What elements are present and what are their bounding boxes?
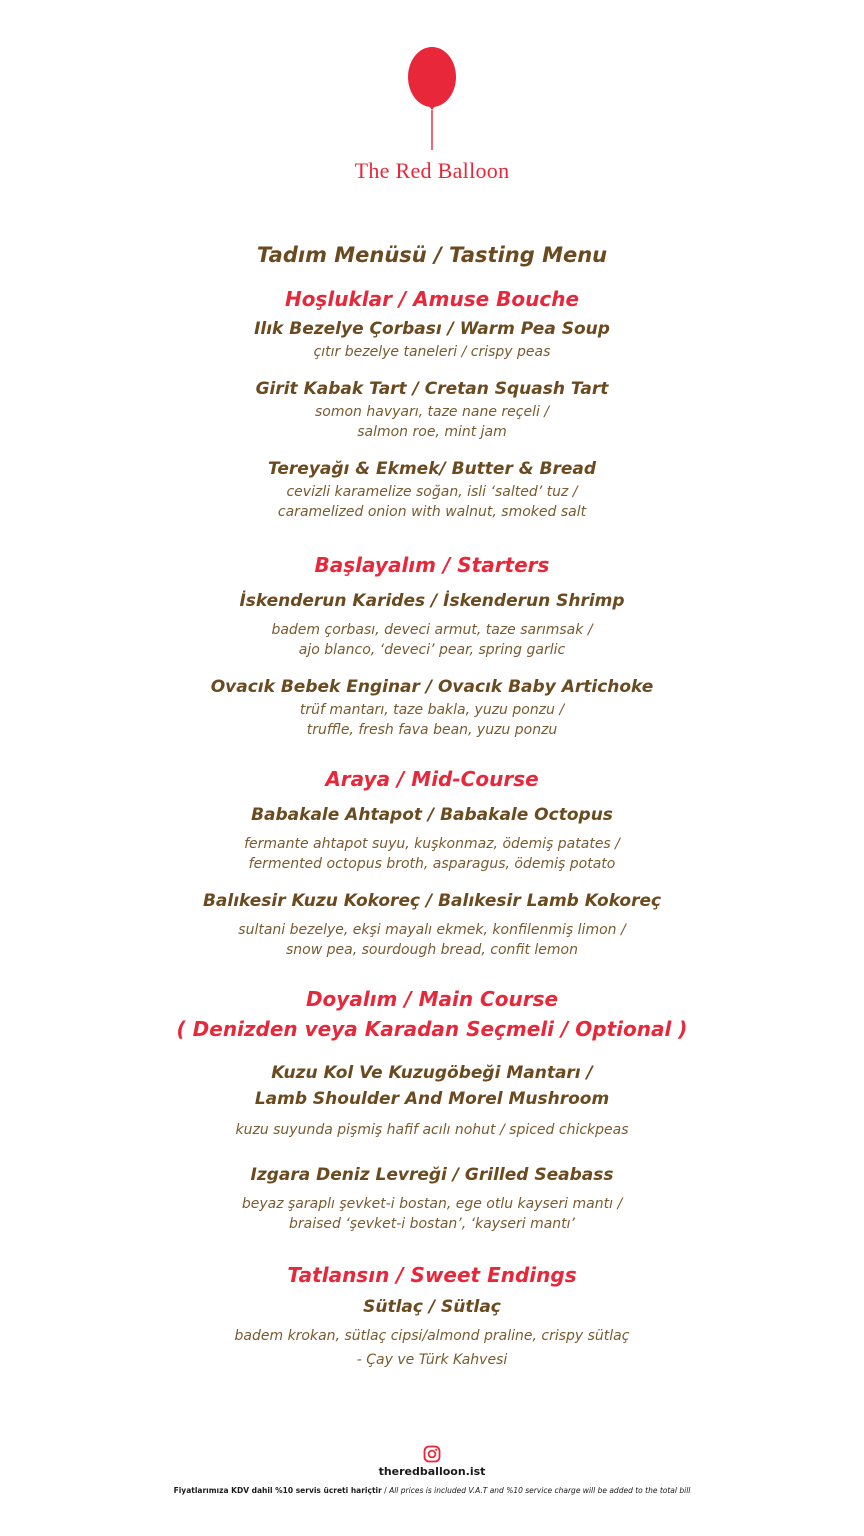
instagram-icon[interactable] xyxy=(423,1445,441,1463)
disclaimer-english: All prices is included V.A.T and %10 service charge will be added to the total bill xyxy=(389,1486,691,1495)
dish-description: - Çay ve Türk Kahvesi xyxy=(356,1352,508,1368)
dish-description: truffle, fresh fava bean, yuzu ponzu xyxy=(306,722,558,738)
logo xyxy=(0,44,864,184)
menu-title: Tadım Menüsü / Tasting Menu xyxy=(256,243,608,267)
dish-description: fermented octopus broth, asparagus, ödemiş potato xyxy=(248,856,616,872)
section-title: Doyalım / Main Course xyxy=(305,987,559,1011)
dish-name-english: Lamb Shoulder And Morel Mushroom xyxy=(254,1089,610,1109)
dish-item xyxy=(0,588,864,660)
dish-name: Ovacık Bebek Enginar / Ovacık Baby Artichoke xyxy=(210,677,654,697)
dish-name: Kuzu Kol Ve Kuzugöbeği Mantarı / xyxy=(271,1063,593,1083)
dish-name: Girit Kabak Tart / Cretan Squash Tart xyxy=(255,379,609,399)
section-mid-course xyxy=(0,764,864,960)
dish-item xyxy=(0,802,864,874)
dish-name: Sütlaç / Sütlaç xyxy=(363,1297,501,1317)
section-subtitle: ( Denizden veya Karadan Seçmeli / Optional ) xyxy=(176,1017,688,1041)
price-disclaimer xyxy=(0,1486,864,1495)
section-amuse-bouche xyxy=(0,284,864,522)
section-title: Araya / Mid-Course xyxy=(325,767,539,791)
dish-description: cevizli karamelize soğan, isli ‘salted’ tuz / xyxy=(286,484,578,500)
dish-description: beyaz şaraplı şevket-i bostan, ege otlu kayseri mantı / xyxy=(241,1196,623,1212)
dish-name: Babakale Ahtapot / Babakale Octopus xyxy=(251,805,613,825)
dish-description: braised ‘şevket-i bostan’, ‘kayseri mantı’ xyxy=(289,1216,575,1232)
dish-description: badem krokan, sütlaç cipsi/almond praline, crispy sütlaç xyxy=(234,1328,630,1344)
section-title: Hoşluklar / Amuse Bouche xyxy=(284,287,580,311)
dish-description: kuzu suyunda pişmiş hafif acılı nohut / spiced chickpeas xyxy=(235,1122,629,1138)
dish-item xyxy=(0,456,864,522)
dish-name: Izgara Deniz Levreği / Grilled Seabass xyxy=(250,1165,614,1185)
dish-description: fermante ahtapot suyu, kuşkonmaz, ödemiş patates / xyxy=(244,836,620,852)
section-title: Tatlansın / Sweet Endings xyxy=(287,1263,577,1287)
dish-description: ajo blanco, ‘deveci’ pear, spring garlic xyxy=(298,642,566,658)
dish-description: somon havyarı, taze nane reçeli / xyxy=(314,404,550,420)
dish-name: Ilık Bezelye Çorbası / Warm Pea Soup xyxy=(254,319,610,339)
dish-description: trüf mantarı, taze bakla, yuzu ponzu / xyxy=(299,702,565,718)
dish-description: badem çorbası, deveci armut, taze sarımsak / xyxy=(271,622,593,638)
dish-item xyxy=(0,1162,864,1234)
section-sweet-endings xyxy=(0,1260,864,1370)
tasting-menu xyxy=(0,238,864,1370)
dish-item xyxy=(0,888,864,960)
dish-name: İskenderun Karides / İskenderun Shrimp xyxy=(239,591,625,611)
section-starters xyxy=(0,550,864,740)
brand-name: The Red Balloon xyxy=(354,158,510,183)
dish-description: salmon roe, mint jam xyxy=(357,424,507,440)
instagram-handle[interactable]: theredballoon.ist xyxy=(378,1465,486,1478)
dish-item xyxy=(0,1060,864,1140)
disclaimer-separator: / xyxy=(381,1486,390,1495)
dish-description: caramelized onion with walnut, smoked salt xyxy=(277,504,587,520)
section-title: Başlayalım / Starters xyxy=(314,553,550,577)
dish-item xyxy=(0,376,864,442)
dish-description: çıtır bezelye taneleri / crispy peas xyxy=(313,344,551,360)
dish-name: Tereyağı & Ekmek/ Butter & Bread xyxy=(267,459,597,479)
dish-description: snow pea, sourdough bread, confit lemon xyxy=(286,942,578,958)
dish-name: Balıkesir Kuzu Kokoreç / Balıkesir Lamb Kokoreç xyxy=(202,891,662,911)
dish-item xyxy=(0,674,864,740)
red-balloon-icon xyxy=(402,44,462,154)
disclaimer-turkish: Fiyatlarımıza KDV dahil %10 servis ücreti hariçtir xyxy=(173,1486,382,1495)
dish-item xyxy=(0,316,864,362)
dish-item xyxy=(0,1294,864,1370)
dish-description: sultani bezelye, ekşi mayalı ekmek, konfilenmiş limon / xyxy=(238,922,626,938)
section-main-course xyxy=(0,984,864,1234)
footer xyxy=(0,1445,864,1495)
